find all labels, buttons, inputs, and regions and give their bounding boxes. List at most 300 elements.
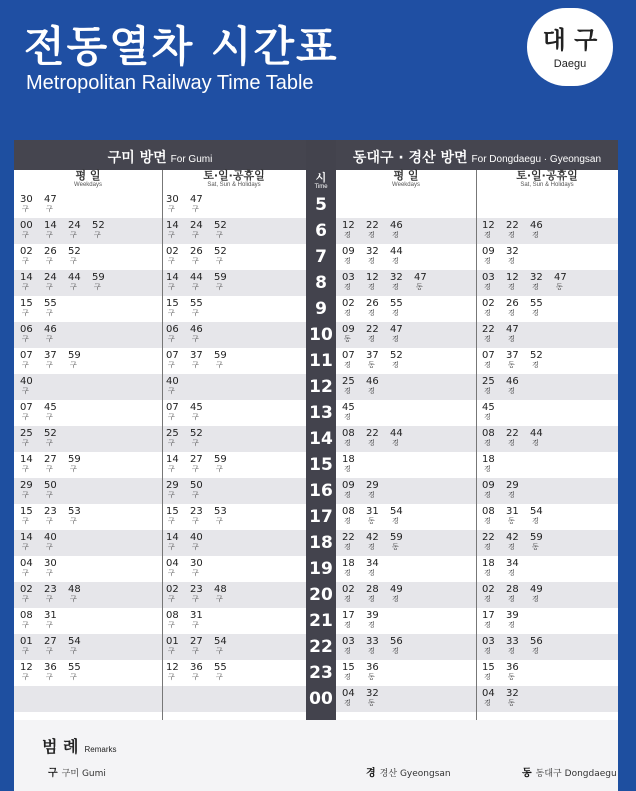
departure [214, 584, 236, 604]
hour-label: 20 [309, 585, 333, 605]
departure-minute: 52 [390, 350, 403, 361]
destination-code: 동 [344, 335, 351, 343]
departure [190, 506, 212, 526]
departure-minute: 46 [190, 324, 203, 335]
departure [482, 506, 504, 526]
departure [214, 636, 236, 656]
departure-minute: 02 [482, 298, 495, 309]
departure [342, 272, 364, 292]
destination-code: 경 [368, 569, 375, 577]
departure-minute: 02 [166, 584, 179, 595]
destination-code: 경 [484, 439, 491, 447]
departure-minute: 50 [44, 480, 57, 491]
legend-code: 경 [366, 768, 376, 779]
legend-title-en: Remarks [84, 745, 117, 754]
departure-minute: 08 [166, 610, 179, 621]
departure-minute: 56 [390, 636, 403, 647]
destination-code: 구 [70, 517, 77, 525]
departure [366, 298, 388, 318]
destination-code: 경 [344, 283, 351, 291]
departure [342, 324, 364, 344]
departure [342, 220, 364, 240]
departure-minute: 52 [214, 246, 227, 257]
departure-minute: 44 [390, 428, 403, 439]
gumi-holiday-label-en: Sat, Sun & Holidays [207, 182, 261, 188]
destination-code: 경 [392, 647, 399, 655]
departure [68, 636, 90, 656]
destination-code: 경 [344, 621, 351, 629]
departure [482, 532, 504, 552]
destination-code: 경 [532, 283, 539, 291]
departure-minute: 24 [68, 220, 81, 231]
departure-minute: 14 [166, 272, 179, 283]
destination-code: 구 [22, 335, 29, 343]
departure-minute: 24 [190, 220, 203, 231]
departure-minute: 39 [366, 610, 379, 621]
departure-minute: 33 [506, 636, 519, 647]
destination-code: 구 [168, 439, 175, 447]
station-name: 대 구 [542, 26, 598, 54]
destination-code: 구 [192, 543, 199, 551]
timetable [14, 140, 618, 720]
departure-minute: 18 [342, 454, 355, 465]
station-badge [527, 8, 613, 86]
departure [390, 428, 412, 448]
departure-minute: 26 [190, 246, 203, 257]
divider [476, 170, 477, 720]
gumi-holiday-label: 토·일·공휴일 [203, 169, 265, 182]
departure-minute: 28 [366, 584, 379, 595]
destination-code: 경 [368, 543, 375, 551]
direction-bar-gumi [14, 140, 306, 170]
destination-code: 구 [22, 647, 29, 655]
departure [482, 324, 504, 344]
departure [342, 636, 364, 656]
destination-code: 구 [22, 387, 29, 395]
departure-minute: 22 [506, 220, 519, 231]
departure [366, 662, 388, 682]
destination-code: 구 [192, 283, 199, 291]
departure [366, 610, 388, 630]
departure-minute: 32 [506, 246, 519, 257]
destination-code: 구 [168, 465, 175, 473]
destination-code: 구 [216, 231, 223, 239]
departure-minute: 22 [366, 428, 379, 439]
destination-code: 구 [70, 283, 77, 291]
departure-minute: 37 [190, 350, 203, 361]
departure [44, 610, 66, 630]
departure [20, 220, 42, 240]
destination-code: 구 [46, 413, 53, 421]
departure-minute: 32 [530, 272, 543, 283]
departure-minute: 14 [166, 454, 179, 465]
destination-code: 구 [192, 621, 199, 629]
departure-minute: 08 [342, 428, 355, 439]
departure [166, 298, 188, 318]
departure-minute: 34 [506, 558, 519, 569]
departure [20, 636, 42, 656]
departure [530, 532, 552, 552]
destination-code: 구 [46, 231, 53, 239]
departure-minute: 07 [166, 402, 179, 413]
departure [214, 272, 236, 292]
departure-minute: 04 [166, 558, 179, 569]
destination-code: 경 [484, 465, 491, 473]
departure [44, 298, 66, 318]
departure [166, 194, 188, 214]
destination-code: 구 [46, 517, 53, 525]
destination-code: 경 [484, 283, 491, 291]
departure [190, 532, 212, 552]
hour-header-en: Time [314, 184, 328, 190]
departure-minute: 32 [366, 246, 379, 257]
direction-dongdaegu-en: For Dongdaegu · Gyeongsan [471, 154, 602, 165]
departure [20, 532, 42, 552]
departure [366, 428, 388, 448]
departure [166, 584, 188, 604]
departure-minute: 52 [214, 220, 227, 231]
departure [190, 480, 212, 500]
hour-label: 13 [309, 403, 333, 423]
departure-minute: 46 [44, 324, 57, 335]
destination-code: 구 [192, 309, 199, 317]
destination-code: 경 [344, 439, 351, 447]
hour-label: 14 [309, 429, 333, 449]
departure [190, 454, 212, 474]
departure [20, 298, 42, 318]
destination-code: 경 [344, 309, 351, 317]
destination-code: 경 [392, 231, 399, 239]
destination-code: 구 [46, 205, 53, 213]
departure [44, 454, 66, 474]
departure-minute: 27 [44, 454, 57, 465]
departure [366, 350, 388, 370]
destination-code: 구 [192, 231, 199, 239]
departure-minute: 23 [190, 584, 203, 595]
destination-code: 경 [508, 491, 515, 499]
departure-minute: 09 [482, 246, 495, 257]
departure-minute: 34 [366, 558, 379, 569]
departure-minute: 31 [190, 610, 203, 621]
departure-minute: 12 [342, 220, 355, 231]
departure [414, 272, 436, 292]
departure [44, 194, 66, 214]
hour-header-ko: 시 [315, 171, 327, 184]
destination-code: 경 [508, 543, 515, 551]
destination-code: 경 [484, 491, 491, 499]
departure-minute: 48 [214, 584, 227, 595]
departure-minute: 25 [482, 376, 495, 387]
departure [530, 298, 552, 318]
departure [20, 662, 42, 682]
departure [342, 506, 364, 526]
departure-minute: 08 [20, 610, 33, 621]
departure [190, 584, 212, 604]
destination-code: 경 [484, 413, 491, 421]
hour-label: 18 [309, 533, 333, 553]
legend-title [42, 734, 117, 757]
departure [366, 376, 388, 396]
destination-code: 경 [484, 387, 491, 395]
departure [390, 272, 412, 292]
destination-code: 경 [484, 309, 491, 317]
departure [166, 558, 188, 578]
departure [390, 350, 412, 370]
departure [342, 402, 364, 422]
departure-minute: 27 [44, 636, 57, 647]
hour-label: 19 [309, 559, 333, 579]
hour-header [306, 172, 336, 191]
departure [342, 610, 364, 630]
departure-minute: 44 [68, 272, 81, 283]
destination-code: 구 [192, 205, 199, 213]
destination-code: 구 [22, 621, 29, 629]
departure-minute: 55 [530, 298, 543, 309]
direction-dongdaegu: 동대구 · 경산 방면 [352, 150, 468, 166]
destination-code: 구 [168, 283, 175, 291]
departure [506, 324, 528, 344]
destination-code: 구 [192, 413, 199, 421]
departure-minute: 36 [190, 662, 203, 673]
departure-minute: 52 [68, 246, 81, 257]
departure-minute: 07 [482, 350, 495, 361]
divider [162, 170, 163, 720]
departure [92, 272, 114, 292]
departure-minute: 55 [44, 298, 57, 309]
departure-minute: 50 [190, 480, 203, 491]
departure [506, 636, 528, 656]
departure-minute: 17 [342, 610, 355, 621]
destination-code: 구 [192, 517, 199, 525]
departure-minute: 37 [366, 350, 379, 361]
departure [366, 480, 388, 500]
departure-minute: 40 [20, 376, 33, 387]
departure [482, 584, 504, 604]
departure-minute: 07 [20, 350, 33, 361]
destination-code: 경 [508, 283, 515, 291]
dd-weekday-label: 평 일 [393, 169, 419, 182]
destination-code: 구 [168, 543, 175, 551]
destination-code: 경 [484, 595, 491, 603]
destination-code: 구 [70, 257, 77, 265]
departure-minute: 46 [506, 376, 519, 387]
hour-label: 7 [315, 247, 327, 267]
destination-code: 구 [168, 231, 175, 239]
departure [506, 610, 528, 630]
departure [506, 376, 528, 396]
departure [482, 480, 504, 500]
destination-code: 경 [484, 361, 491, 369]
departure [166, 610, 188, 630]
departure [342, 350, 364, 370]
destination-code: 경 [344, 673, 351, 681]
departure [166, 402, 188, 422]
departure [44, 636, 66, 656]
departure-minute: 27 [190, 636, 203, 647]
departure-minute: 24 [44, 272, 57, 283]
departure-minute: 07 [166, 350, 179, 361]
departure [342, 428, 364, 448]
departure [20, 506, 42, 526]
departure [20, 246, 42, 266]
departure [20, 376, 42, 396]
destination-code: 구 [22, 517, 29, 525]
legend-item-dongdaegu [522, 764, 617, 779]
destination-code: 구 [46, 621, 53, 629]
departure [506, 350, 528, 370]
departure-minute: 08 [482, 506, 495, 517]
departure [506, 662, 528, 682]
departure-minute: 59 [92, 272, 105, 283]
departure-minute: 09 [342, 246, 355, 257]
departure [342, 246, 364, 266]
departure-minute: 00 [20, 220, 33, 231]
departure-minute: 04 [342, 688, 355, 699]
departure-minute: 14 [20, 532, 33, 543]
departure [190, 324, 212, 344]
departure [190, 220, 212, 240]
direction-gumi: 구미 방면 [107, 150, 167, 166]
destination-code: 구 [46, 491, 53, 499]
departure-minute: 32 [390, 272, 403, 283]
departure-minute: 55 [190, 298, 203, 309]
departure [342, 454, 364, 474]
departure [20, 272, 42, 292]
departure [190, 402, 212, 422]
departure-minute: 14 [20, 454, 33, 465]
departure-minute: 22 [366, 324, 379, 335]
destination-code: 경 [532, 231, 539, 239]
departure-minute: 47 [190, 194, 203, 205]
departure [506, 584, 528, 604]
departure-minute: 17 [482, 610, 495, 621]
destination-code: 경 [532, 309, 539, 317]
departure [20, 584, 42, 604]
destination-code: 구 [22, 465, 29, 473]
destination-code: 구 [22, 543, 29, 551]
departure [68, 506, 90, 526]
departure [506, 688, 528, 708]
departure-minute: 49 [530, 584, 543, 595]
destination-code: 구 [22, 439, 29, 447]
destination-code: 경 [344, 517, 351, 525]
destination-code: 경 [344, 387, 351, 395]
departure-minute: 46 [366, 376, 379, 387]
departure [44, 246, 66, 266]
departure-minute: 02 [166, 246, 179, 257]
departure [506, 246, 528, 266]
departure-minute: 40 [44, 532, 57, 543]
hour-label: 16 [309, 481, 333, 501]
departure [390, 246, 412, 266]
departure [20, 402, 42, 422]
departure [214, 506, 236, 526]
departure-minute: 29 [166, 480, 179, 491]
departure-minute: 03 [482, 636, 495, 647]
departure [366, 246, 388, 266]
destination-code: 경 [508, 231, 515, 239]
legend-code: 동 [522, 768, 532, 779]
departure [482, 402, 504, 422]
departure [166, 454, 188, 474]
departure-minute: 18 [482, 454, 495, 465]
departure-minute: 26 [366, 298, 379, 309]
departure-minute: 08 [482, 428, 495, 439]
departure-minute: 30 [190, 558, 203, 569]
hour-label: 9 [315, 299, 327, 319]
destination-code: 경 [484, 257, 491, 265]
departure-minute: 02 [20, 246, 33, 257]
departure-minute: 55 [214, 662, 227, 673]
departure [482, 272, 504, 292]
legend-en: Gumi [81, 769, 106, 779]
departure [166, 324, 188, 344]
departure [20, 454, 42, 474]
departure-minute: 59 [390, 532, 403, 543]
departure [530, 584, 552, 604]
departure [390, 220, 412, 240]
destination-code: 경 [484, 569, 491, 577]
destination-code: 구 [22, 309, 29, 317]
departure [44, 480, 66, 500]
departure [530, 350, 552, 370]
destination-code: 동 [368, 699, 375, 707]
departure-minute: 08 [342, 506, 355, 517]
departure-minute: 54 [214, 636, 227, 647]
departure [166, 428, 188, 448]
destination-code: 구 [22, 595, 29, 603]
destination-code: 구 [46, 595, 53, 603]
destination-code: 구 [46, 465, 53, 473]
departure [342, 584, 364, 604]
departure-minute: 14 [20, 272, 33, 283]
destination-code: 경 [344, 465, 351, 473]
destination-code: 경 [368, 309, 375, 317]
destination-code: 구 [216, 517, 223, 525]
destination-code: 구 [216, 361, 223, 369]
departure-minute: 23 [44, 506, 57, 517]
destination-code: 구 [22, 413, 29, 421]
destination-code: 경 [508, 569, 515, 577]
destination-code: 경 [344, 647, 351, 655]
destination-code: 구 [70, 361, 77, 369]
destination-code: 구 [168, 335, 175, 343]
departure [20, 610, 42, 630]
departure-minute: 03 [342, 272, 355, 283]
departure [190, 428, 212, 448]
departure [68, 350, 90, 370]
departure [366, 558, 388, 578]
destination-code: 경 [508, 439, 515, 447]
page-subtitle: Metropolitan Railway Time Table [26, 72, 314, 94]
destination-code: 동 [532, 543, 539, 551]
departure-minute: 56 [530, 636, 543, 647]
destination-code: 경 [344, 699, 351, 707]
legend-item-gumi [48, 764, 106, 779]
departure [390, 532, 412, 552]
departure [20, 480, 42, 500]
departure-minute: 52 [44, 428, 57, 439]
departure-minute: 44 [390, 246, 403, 257]
departure-minute: 09 [482, 480, 495, 491]
destination-code: 구 [168, 647, 175, 655]
destination-code: 구 [22, 673, 29, 681]
destination-code: 동 [508, 517, 515, 525]
departure-minute: 45 [342, 402, 355, 413]
departure-minute: 55 [390, 298, 403, 309]
departure-minute: 31 [44, 610, 57, 621]
station-name-en: Daegu [553, 58, 587, 70]
